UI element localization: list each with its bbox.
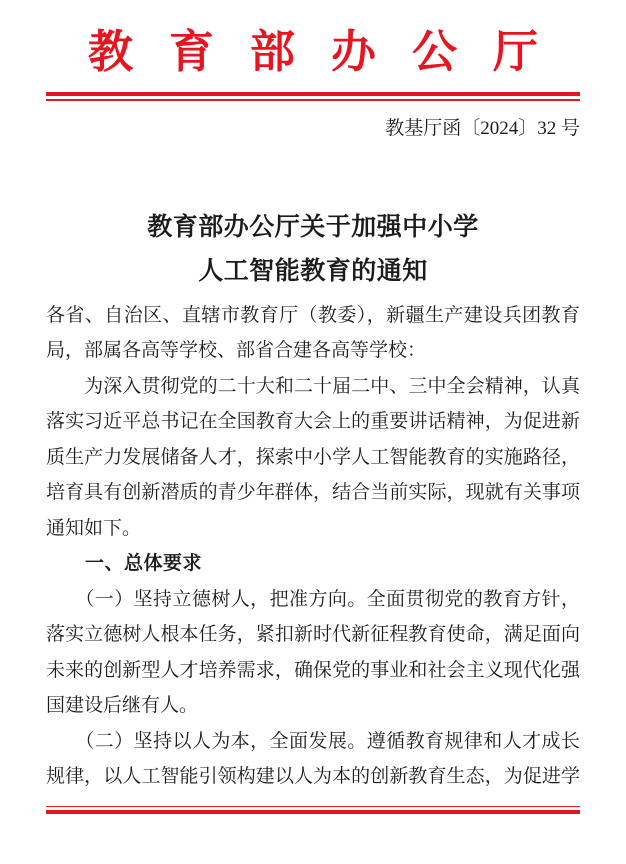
rule-thick xyxy=(46,810,580,814)
body-line: 落实立德树人根本任务，紧扣新时代新征程教育使命，满足面向 xyxy=(46,624,580,645)
body-line: （一）坚持立德树人，把准方向。全面贯彻党的教育方针， xyxy=(46,588,580,610)
document-title-line2: 人工智能教育的通知 xyxy=(198,257,428,285)
body-line: 各省、自治区、直辖市教育厅（教委），新疆生产建设兵团教育 xyxy=(46,304,580,326)
section-heading: 一、总体要求 xyxy=(46,553,203,574)
body-line: （二）坚持以人为本，全面发展。遵循教育规律和人才成长 xyxy=(46,730,580,752)
body-line: 规律，以人工智能引领构建以人为本的创新教育生态，为促进学 xyxy=(46,766,580,787)
body-line: 培育具有创新潜质的青少年群体，结合当前实际，现就有关事项 xyxy=(46,482,580,503)
doc-number: 教基厅函〔2024〕32 号 xyxy=(385,117,580,139)
document-title xyxy=(0,206,626,294)
letterhead-org-name: 教育部办公厅 xyxy=(88,27,538,77)
body-line: 通知如下。 xyxy=(46,517,142,539)
body-line: 国建设后继有人。 xyxy=(46,695,199,716)
body-line: 未来的创新型人才培养需求，确保党的事业和社会主义现代化强 xyxy=(46,659,580,681)
footer-double-rule xyxy=(46,806,580,815)
rule-thin xyxy=(46,99,580,101)
body-line: 为深入贯彻党的二十大和二十届二中、三中全会精神，认真 xyxy=(46,375,580,397)
letterhead-double-rule xyxy=(46,92,580,101)
document-title-line1: 教育部办公厅关于加强中小学 xyxy=(147,213,479,241)
body-line: 落实习近平总书记在全国教育大会上的重要讲话精神，为促进新 xyxy=(46,411,580,432)
document-body xyxy=(46,298,580,795)
body-line: 局，部属各高等学校、部省合建各高等学校： xyxy=(46,340,427,361)
body-line: 质生产力发展储备人才，探索中小学人工智能教育的实施路径， xyxy=(46,446,580,468)
